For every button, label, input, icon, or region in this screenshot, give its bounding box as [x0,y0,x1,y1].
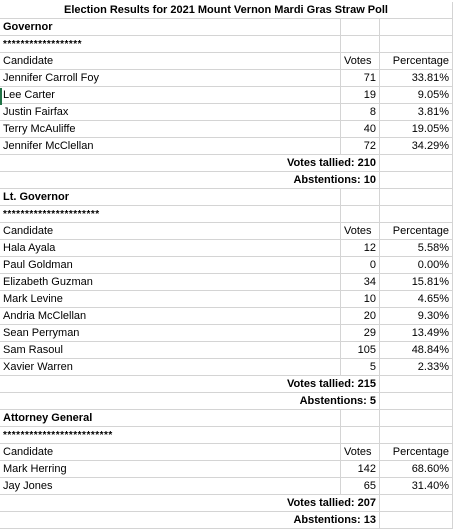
vote-count[interactable]: 19 [341,87,380,103]
empty-cell[interactable] [380,172,453,188]
sheet-row [0,495,453,512]
header-percentage[interactable]: Percentage [380,223,453,239]
vote-count[interactable]: 71 [341,70,380,86]
vote-count[interactable]: 34 [341,274,380,290]
candidate-name[interactable]: Jennifer McClellan [0,138,341,154]
candidate-name[interactable]: Jay Jones [0,478,341,494]
empty-cell[interactable] [341,410,380,426]
empty-cell[interactable] [380,155,453,171]
sheet-row [0,427,453,444]
candidate-name[interactable]: Jennifer Carroll Foy [0,70,341,86]
table-row [0,70,453,87]
vote-count[interactable]: 72 [341,138,380,154]
vote-percentage[interactable]: 9.05% [380,87,453,103]
empty-cell[interactable] [341,36,380,52]
header-percentage[interactable]: Percentage [380,444,453,460]
header-votes[interactable]: Votes [341,223,380,239]
vote-count[interactable]: 29 [341,325,380,341]
candidate-name[interactable]: Sean Perryman [0,325,341,341]
vote-count[interactable]: 20 [341,308,380,324]
candidate-name[interactable]: Terry McAuliffe [0,121,341,137]
votes-tallied[interactable]: Votes tallied: 207 [0,495,380,511]
header-percentage[interactable]: Percentage [380,53,453,69]
candidate-name[interactable]: Hala Ayala [0,240,341,256]
sheet-row [0,2,453,19]
candidate-name[interactable]: Elizabeth Guzman [0,274,341,290]
vote-count[interactable]: 40 [341,121,380,137]
table-row [0,359,453,376]
sheet-row [0,172,453,189]
sheet-row [0,189,453,206]
separator-stars[interactable]: ********************** [0,206,341,222]
sheet-row [0,53,453,70]
table-row [0,461,453,478]
abstentions[interactable]: Abstentions: 13 [0,512,380,528]
table-row [0,138,453,155]
header-candidate[interactable]: Candidate [0,444,341,460]
table-row [0,87,453,104]
office-title-attorney-general[interactable]: Attorney General [0,410,341,426]
header-candidate[interactable]: Candidate [0,53,341,69]
abstentions[interactable]: Abstentions: 10 [0,172,380,188]
empty-cell[interactable] [380,393,453,409]
sheet-row [0,393,453,410]
sheet-row [0,410,453,427]
empty-cell[interactable] [380,189,453,205]
vote-percentage[interactable]: 15.81% [380,274,453,290]
votes-tallied[interactable]: Votes tallied: 210 [0,155,380,171]
vote-percentage[interactable]: 48.84% [380,342,453,358]
vote-percentage[interactable]: 3.81% [380,104,453,120]
candidate-name[interactable]: Xavier Warren [0,359,341,375]
vote-count[interactable]: 12 [341,240,380,256]
candidate-name[interactable]: Andria McClellan [0,308,341,324]
table-row [0,478,453,495]
sheet-row [0,376,453,393]
empty-cell[interactable] [341,206,380,222]
vote-count[interactable]: 8 [341,104,380,120]
separator-stars[interactable]: ****************** [0,36,341,52]
candidate-name[interactable]: Justin Fairfax [0,104,341,120]
sheet-row [0,206,453,223]
sheet-row [0,19,453,36]
empty-cell[interactable] [380,410,453,426]
table-row [0,274,453,291]
header-votes[interactable]: Votes [341,444,380,460]
header-votes[interactable]: Votes [341,53,380,69]
vote-count[interactable]: 65 [341,478,380,494]
empty-cell[interactable] [380,19,453,35]
table-row [0,240,453,257]
vote-percentage[interactable]: 31.40% [380,478,453,494]
candidate-name[interactable]: Mark Levine [0,291,341,307]
candidate-name[interactable]: Mark Herring [0,461,341,477]
sheet-row [0,444,453,461]
office-title-lt-governor[interactable]: Lt. Governor [0,189,341,205]
candidate-name[interactable]: Sam Rasoul [0,342,341,358]
empty-cell[interactable] [341,427,380,443]
vote-percentage[interactable]: 19.05% [380,121,453,137]
table-row [0,325,453,342]
vote-count[interactable]: 5 [341,359,380,375]
candidate-name[interactable]: Lee Carter [0,87,341,103]
sheet-row [0,155,453,172]
separator-stars[interactable]: ************************* [0,427,341,443]
candidate-name[interactable]: Paul Goldman [0,257,341,273]
empty-cell[interactable] [380,206,453,222]
table-row [0,104,453,121]
empty-cell[interactable] [380,36,453,52]
vote-percentage[interactable]: 9.30% [380,308,453,324]
table-row [0,291,453,308]
empty-cell[interactable] [380,495,453,511]
sheet-row [0,512,453,529]
table-row [0,342,453,359]
sheet-row [0,36,453,53]
vote-percentage[interactable]: 4.65% [380,291,453,307]
office-title-governor[interactable]: Governor [0,19,341,35]
vote-percentage[interactable]: 0.00% [380,257,453,273]
vote-count[interactable]: 142 [341,461,380,477]
vote-count[interactable]: 105 [341,342,380,358]
sheet-row [0,223,453,240]
empty-cell[interactable] [380,427,453,443]
abstentions[interactable]: Abstentions: 5 [0,393,380,409]
empty-cell[interactable] [380,376,453,392]
votes-tallied[interactable]: Votes tallied: 215 [0,376,380,392]
vote-percentage[interactable]: 68.60% [380,461,453,477]
empty-cell[interactable] [341,19,380,35]
active-row-indicator [0,88,2,105]
sheet-title[interactable]: Election Results for 2021 Mount Vernon Mardi Gras Straw Poll [0,2,453,18]
vote-count[interactable]: 0 [341,257,380,273]
vote-count[interactable]: 10 [341,291,380,307]
empty-cell[interactable] [341,189,380,205]
vote-percentage[interactable]: 33.81% [380,70,453,86]
empty-cell[interactable] [380,512,453,528]
vote-percentage[interactable]: 34.29% [380,138,453,154]
vote-percentage[interactable]: 2.33% [380,359,453,375]
header-candidate[interactable]: Candidate [0,223,341,239]
table-row [0,121,453,138]
table-row [0,308,453,325]
table-row [0,257,453,274]
vote-percentage[interactable]: 5.58% [380,240,453,256]
vote-percentage[interactable]: 13.49% [380,325,453,341]
